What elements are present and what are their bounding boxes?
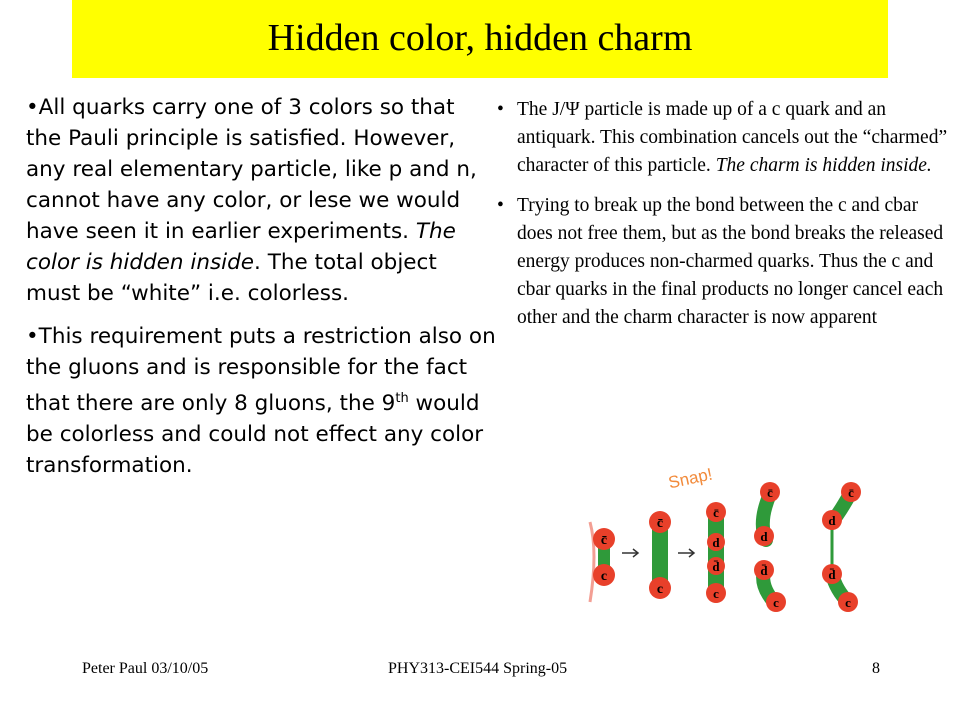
- quark-label: c: [845, 595, 851, 610]
- paragraph-colors-tail: . The total object must be “white” i.e. colorless.: [26, 250, 437, 306]
- bullet-marker: •: [497, 99, 504, 120]
- ordinal-suffix: th: [395, 391, 409, 406]
- quark-label: c: [656, 582, 664, 597]
- title-banner: [72, 0, 888, 78]
- paragraph-gluons-text: •This requirement puts a restriction also on the gluons and is responsible for the fact that there are only 8 gluons, the 9: [26, 324, 496, 417]
- string-breaking-diagram: [570, 462, 880, 612]
- right-column: [497, 96, 957, 344]
- paragraph-colors-emphasis: The color is hidden inside: [26, 219, 456, 275]
- paragraph-gluons-tail: would be colorless and could not effect any color transformation.: [26, 391, 484, 479]
- quark-label: c: [773, 595, 779, 610]
- footer-author-date: Peter Paul 03/10/05: [82, 660, 209, 677]
- quark-label: d: [828, 513, 836, 528]
- bullet-break-bond-text: Trying to break up the bond between the c and cbar does not free them, but as the bond breaks the released energy produces non-charmed quarks. Thus the c and cbar quarks in the final products no longer cancel each other and the charm character is now apparent: [517, 195, 944, 328]
- stage-5: [822, 482, 861, 612]
- paragraph-gluons: [26, 321, 496, 481]
- slide-title: Hidden color, hidden charm: [267, 17, 693, 59]
- quark-label: d̄: [712, 559, 720, 574]
- quark-label: c: [600, 569, 608, 584]
- left-column: [26, 92, 496, 493]
- quark-label: d: [712, 535, 720, 550]
- paragraph-colors-text: •All quarks carry one of 3 colors so that the Pauli principle is satisfied. However, any real elementary particle, like p and n, cannot have any color, or lese we would have seen it in earlier experiments.: [26, 95, 477, 244]
- snap-label: Snap!: [666, 464, 715, 493]
- arrow-icon: [622, 549, 638, 557]
- bullet-jpsi-emphasis: The charm is hidden inside.: [715, 155, 932, 176]
- quark-label: c: [713, 586, 719, 601]
- quark-label: d̄: [828, 567, 836, 582]
- stage-4: [754, 482, 786, 612]
- arrow-icon: [678, 549, 694, 557]
- quark-label: c̄: [600, 533, 608, 548]
- paragraph-colors: [26, 92, 496, 309]
- quark-label: c̄: [713, 505, 719, 520]
- quark-label: c̄: [656, 516, 664, 531]
- quark-label: c̄: [848, 485, 854, 500]
- quark-label: d̄: [760, 563, 768, 578]
- stage-3: [706, 502, 726, 603]
- quark-label: d: [760, 529, 768, 544]
- footer-course: PHY313-CEI544 Spring-05: [388, 660, 568, 677]
- bullet-jpsi-body: The J/Ψ particle is made up of a c quark and an antiquark. This combination cancels out the “charmed” character of this particle.: [517, 99, 948, 176]
- bullet-jpsi: [497, 96, 957, 180]
- bullet-break-bond: [497, 192, 957, 332]
- stage-1: [590, 522, 615, 602]
- footer-page-number: 8: [872, 660, 880, 677]
- bullet-jpsi-text: [517, 96, 957, 180]
- bullet-marker: •: [497, 195, 504, 216]
- stage-2: [649, 511, 671, 599]
- quark-label: c̄: [767, 485, 773, 500]
